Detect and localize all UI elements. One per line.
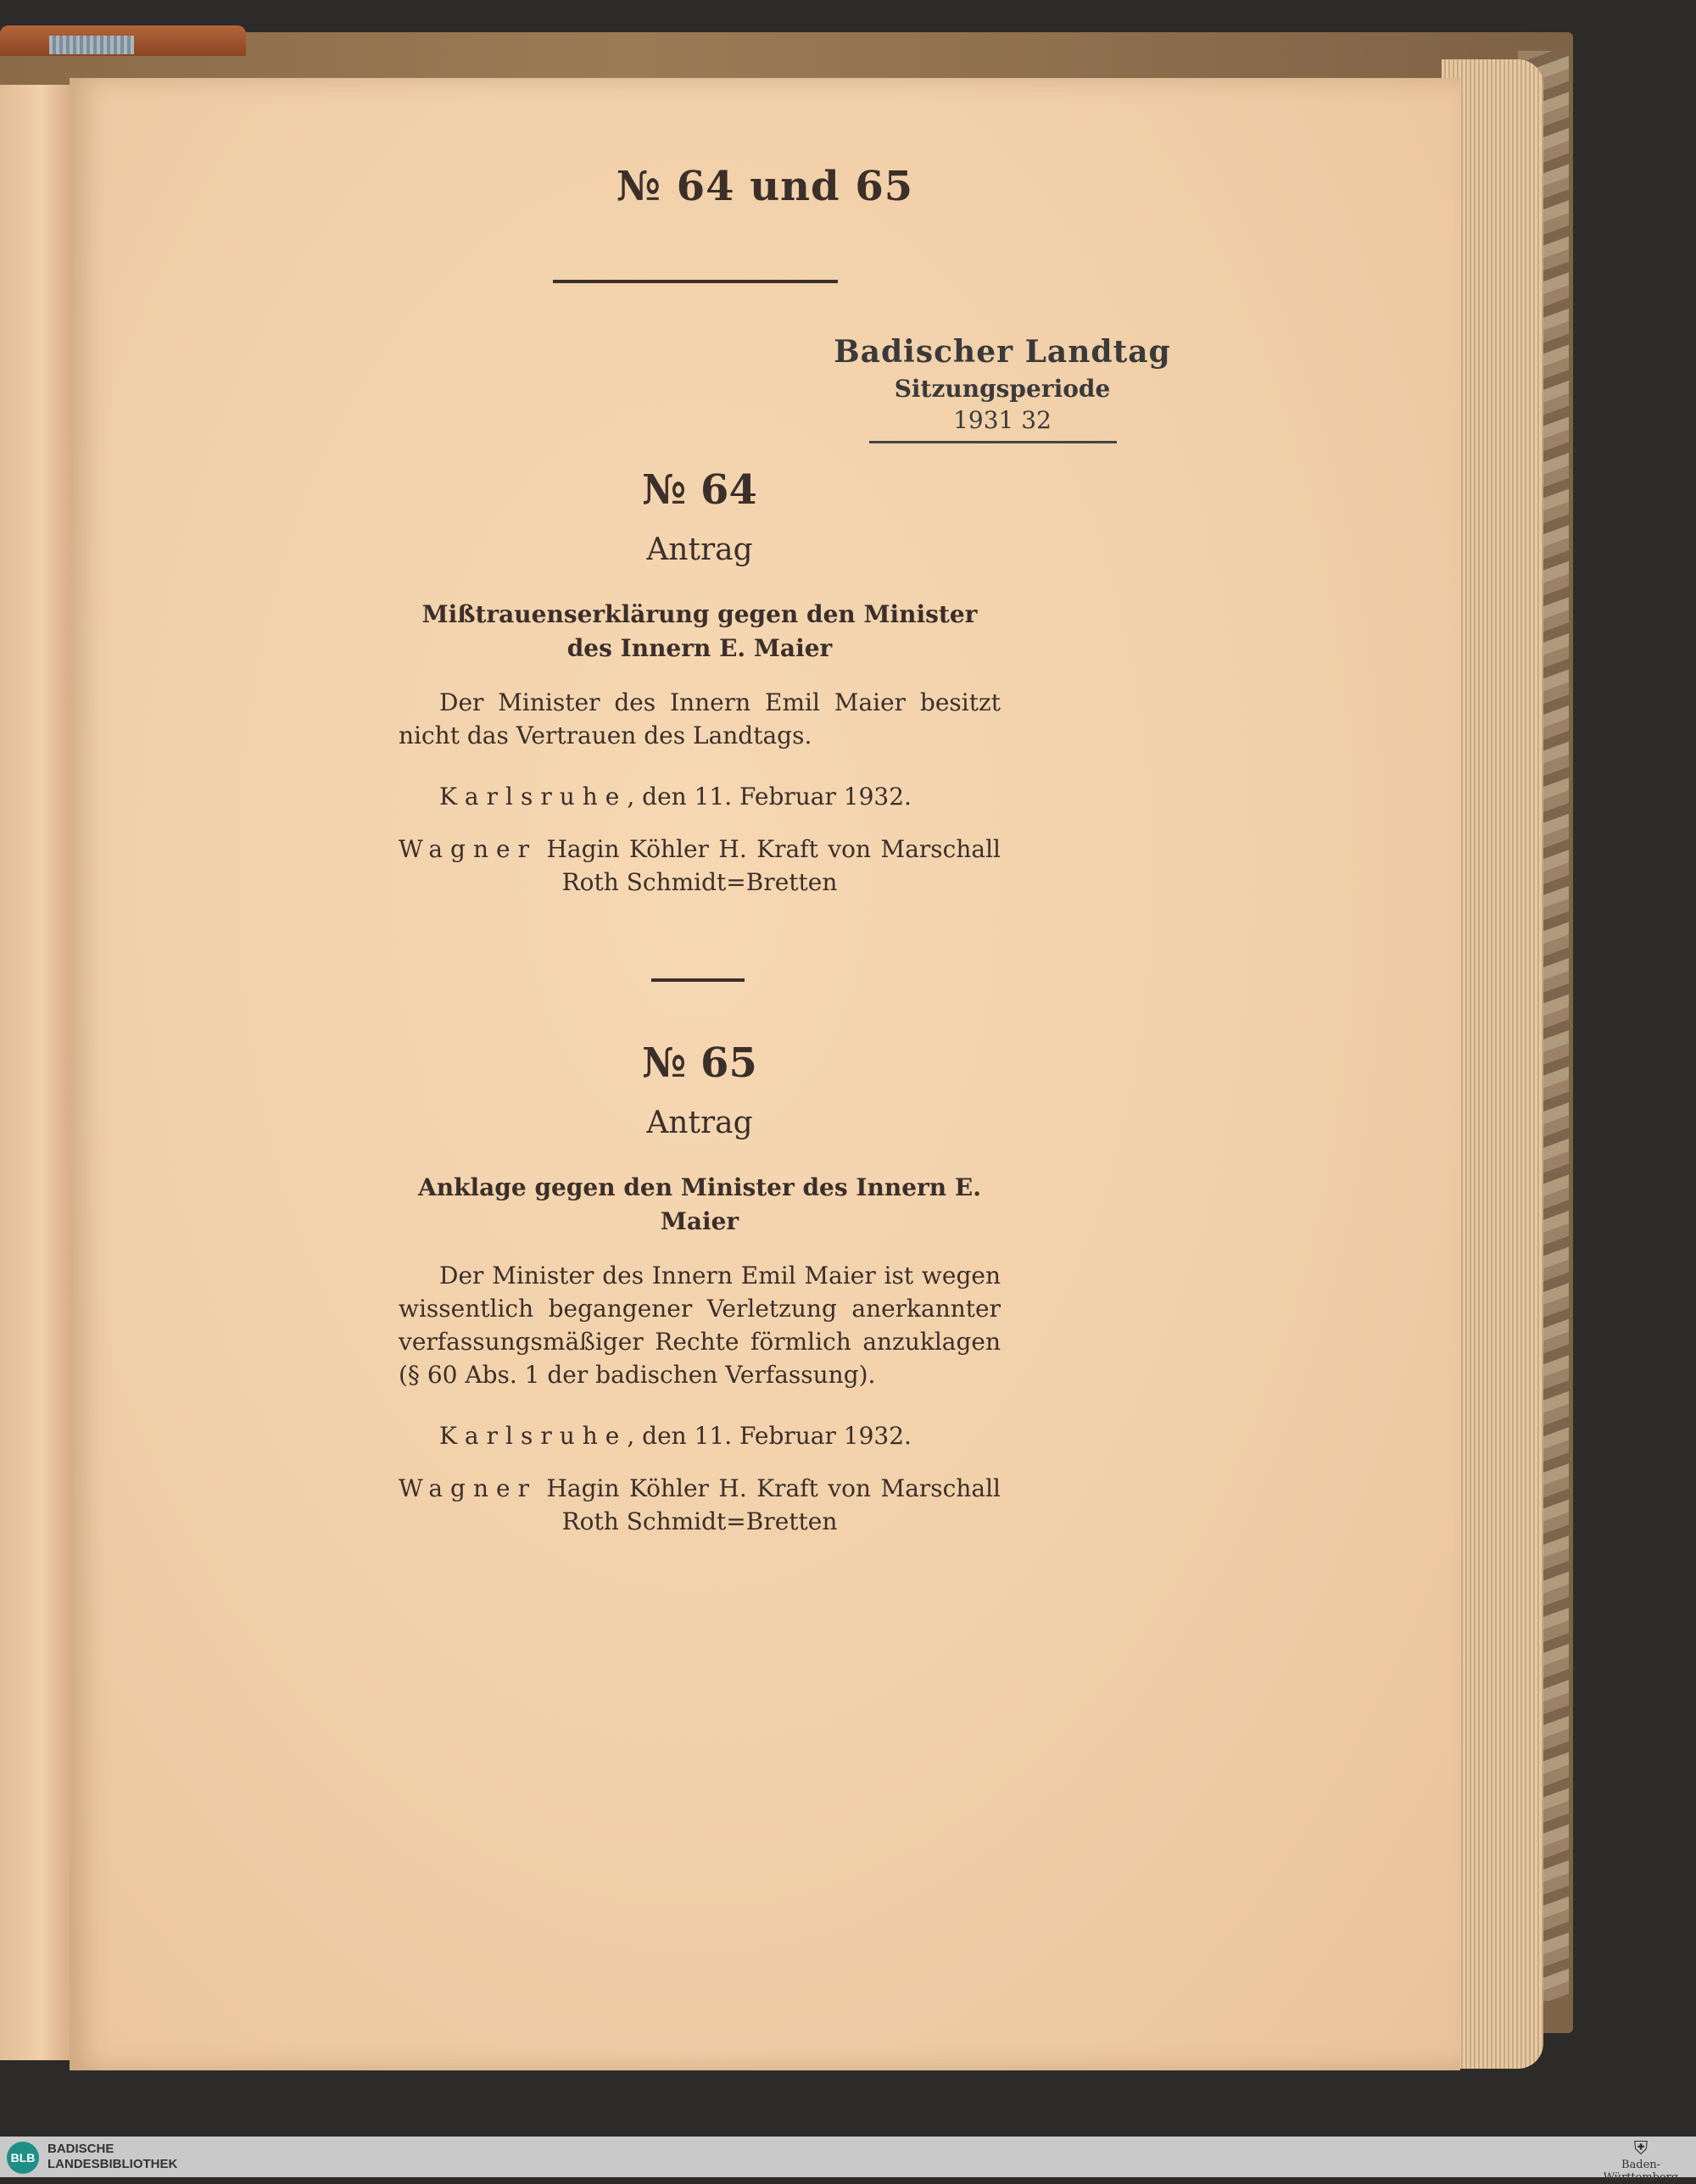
- signers-line-2: Roth Schmidt=Bretten: [561, 1507, 838, 1535]
- signers-line-2: Roth Schmidt=Bretten: [561, 868, 838, 896]
- motion-kind: Antrag: [646, 532, 753, 567]
- signers-rest: Hagin Köhler H. Kraft von Marschall: [546, 835, 1001, 863]
- library-name[interactable]: [47, 2142, 177, 2172]
- motion-title: Mißtrauenserklärung gegen den Minister des Innern E. Maier: [421, 600, 978, 662]
- date-place: Karlsruhe: [439, 783, 628, 811]
- stamp-subtitle: Sitzungsperiode: [894, 375, 1111, 403]
- library-name-line1: BADISCHE: [47, 2142, 114, 2156]
- date-rest: , den 11. Februar 1932.: [627, 783, 912, 811]
- left-page-edge: [0, 85, 70, 2060]
- signers-line-1: [399, 833, 1001, 866]
- motion-kind: Antrag: [646, 1106, 753, 1140]
- archive-stamp: [833, 334, 1172, 434]
- motion-64: [399, 466, 1001, 899]
- date-rest: , den 11. Februar 1932.: [627, 1422, 912, 1450]
- motion-text: Der Minister des Innern Emil Maier besitzt nicht das Vertrauen des Landtags.: [399, 688, 1001, 749]
- motion-number: № 65: [642, 1039, 757, 1087]
- page-header: № 64 und 65: [616, 163, 914, 210]
- first-signer: Wagner: [399, 1474, 537, 1502]
- header-underline: [553, 280, 838, 283]
- book-headband: [49, 36, 134, 54]
- motion-65: [399, 1039, 1001, 1538]
- signers-line-1: [399, 1472, 1001, 1505]
- stamp-underline: [869, 441, 1117, 443]
- document-page: [70, 78, 1460, 2070]
- stamp-years: 1931 32: [953, 406, 1052, 434]
- motion-text: Der Minister des Innern Emil Maier ist wegen wissentlich begangener Verletzung anerkannter verfassungsmäßiger Rechte förmlich anzuklagen (§ 60 Abs. 1 der badischen Verfassung).: [399, 1262, 1001, 1389]
- stamp-title: Badischer Landtag: [834, 334, 1171, 370]
- date-place: Karlsruhe: [439, 1422, 628, 1450]
- section-divider: [651, 978, 745, 982]
- state-name: Baden-Württemberg: [1603, 2159, 1679, 2184]
- motion-title: Anklage gegen den Minister des Innern E. Maier: [418, 1173, 981, 1235]
- motion-date: [399, 783, 1001, 811]
- library-name-line2: LANDESBIBLIOTHEK: [47, 2157, 178, 2171]
- motion-date: [399, 1422, 1001, 1450]
- signers-rest: Hagin Köhler H. Kraft von Marschall: [546, 1474, 1001, 1502]
- first-signer: Wagner: [399, 835, 537, 863]
- motion-number: № 64: [642, 466, 757, 514]
- crest-icon: ⛨: [1633, 2138, 1649, 2159]
- blb-logo[interactable]: BLB: [7, 2142, 39, 2174]
- footer-bar: [0, 2137, 1696, 2184]
